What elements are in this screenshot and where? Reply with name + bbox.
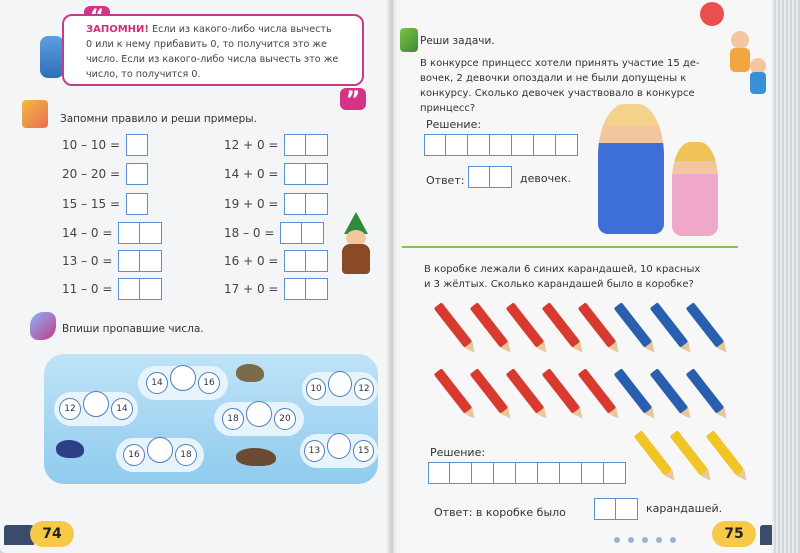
answer-cell[interactable] xyxy=(284,278,306,300)
given-number: 12 xyxy=(354,378,374,400)
answer-cell[interactable] xyxy=(616,498,638,520)
answer-cell[interactable] xyxy=(468,166,490,188)
given-number: 20 xyxy=(274,408,296,430)
problem-text xyxy=(424,262,724,292)
given-number: 14 xyxy=(146,372,168,394)
example-row xyxy=(224,250,328,272)
example-expression: 14 – 0 = xyxy=(62,226,113,240)
quote-close-icon: ” xyxy=(340,88,366,110)
answer-cell[interactable] xyxy=(126,193,148,215)
given-number: 13 xyxy=(304,440,325,462)
answer-cell[interactable] xyxy=(594,498,616,520)
rule-line: число, то получится 0. xyxy=(86,69,201,80)
answer-cell[interactable] xyxy=(306,250,328,272)
solution-cell[interactable] xyxy=(516,462,538,484)
task-title: Реши задачи. xyxy=(420,35,495,47)
example-row xyxy=(62,193,148,215)
solution-cell[interactable] xyxy=(560,462,582,484)
number-cloud xyxy=(214,402,304,436)
solution-cell[interactable] xyxy=(490,134,512,156)
answer-cell[interactable] xyxy=(306,163,328,185)
example-expression: 18 – 0 = xyxy=(224,226,275,240)
answer-cells xyxy=(468,166,512,188)
problem-line: и 3 жёлтых. Сколько карандашей было в коробке? xyxy=(424,279,694,290)
answer-cell[interactable] xyxy=(490,166,512,188)
example-expression: 14 + 0 = xyxy=(224,167,279,181)
page-number: 74 xyxy=(30,521,74,547)
rule-line: 0 или к нему прибавить 0, то получится это же xyxy=(86,39,327,50)
rule-box xyxy=(62,14,364,86)
princess-pink-illustration xyxy=(672,142,718,236)
answer-cell[interactable] xyxy=(306,193,328,215)
answer-label: Ответ: xyxy=(426,174,465,187)
number-cloud xyxy=(138,366,228,400)
example-row xyxy=(62,278,162,300)
flying-bird-icon xyxy=(236,448,276,466)
calculator-icon xyxy=(22,100,48,128)
solution-cell[interactable] xyxy=(472,462,494,484)
number-cloud xyxy=(302,372,378,406)
answer-cell[interactable] xyxy=(284,250,306,272)
number-cloud xyxy=(54,392,138,426)
pen-icon xyxy=(30,312,56,340)
missing-number-circle[interactable] xyxy=(83,391,109,417)
number-cloud xyxy=(116,438,204,472)
solution-cell[interactable] xyxy=(450,462,472,484)
example-expression: 15 – 15 = xyxy=(62,197,121,211)
left-page xyxy=(0,0,392,553)
given-number: 16 xyxy=(198,372,220,394)
problem-line: принцесс? xyxy=(420,103,476,114)
answer-cell[interactable] xyxy=(118,278,140,300)
answer-unit: карандашей. xyxy=(646,502,723,515)
solution-cell[interactable] xyxy=(494,462,516,484)
gnome-illustration xyxy=(338,212,374,280)
answer-cell[interactable] xyxy=(140,250,162,272)
solution-cell[interactable] xyxy=(534,134,556,156)
solution-cell[interactable] xyxy=(446,134,468,156)
example-row xyxy=(62,222,162,244)
answer-cell[interactable] xyxy=(284,163,306,185)
princess-blue-illustration xyxy=(598,104,664,234)
number-cloud xyxy=(300,434,378,468)
task-title: Впиши пропавшие числа. xyxy=(62,323,204,335)
missing-number-circle[interactable] xyxy=(170,365,196,391)
example-row xyxy=(224,163,328,185)
problem-line: В конкурсе принцесс хотели принять участие 15 де- xyxy=(420,58,700,69)
solution-cells xyxy=(424,134,578,156)
example-expression: 16 + 0 = xyxy=(224,254,279,268)
solution-label: Решение: xyxy=(430,446,486,459)
solution-cell[interactable] xyxy=(468,134,490,156)
example-row xyxy=(224,193,328,215)
side-characters-illustration xyxy=(700,0,772,110)
answer-cell[interactable] xyxy=(126,163,148,185)
example-row xyxy=(62,163,148,185)
example-row xyxy=(224,134,328,156)
given-number: 15 xyxy=(353,440,374,462)
solution-cell[interactable] xyxy=(538,462,560,484)
sparrow-icon xyxy=(236,364,264,382)
given-number: 18 xyxy=(222,408,244,430)
missing-number-circle[interactable] xyxy=(246,401,272,427)
solution-cell[interactable] xyxy=(512,134,534,156)
solution-cell[interactable] xyxy=(428,462,450,484)
example-expression: 13 – 0 = xyxy=(62,254,113,268)
solution-cell[interactable] xyxy=(604,462,626,484)
example-expression: 10 – 10 = xyxy=(62,138,121,152)
page-edges xyxy=(772,0,800,553)
task-title: Запомни правило и реши примеры. xyxy=(60,113,257,125)
problem-line: вочек, 2 девочки опоздали и не были допущены к xyxy=(420,73,687,84)
example-expression: 12 + 0 = xyxy=(224,138,279,152)
solution-cell[interactable] xyxy=(582,462,604,484)
answer-cell[interactable] xyxy=(306,278,328,300)
missing-number-circle[interactable] xyxy=(147,437,173,463)
section-divider xyxy=(402,246,738,248)
answer-unit: девочек. xyxy=(520,172,571,185)
answer-cell[interactable] xyxy=(284,134,306,156)
blue-bird-icon xyxy=(56,440,84,458)
solution-cell[interactable] xyxy=(556,134,578,156)
solution-label: Решение: xyxy=(426,118,482,131)
rule-title: ЗАПОМНИ! xyxy=(86,24,149,35)
given-number: 16 xyxy=(123,444,145,466)
answer-cell[interactable] xyxy=(126,134,148,156)
pencil-mascot-icon xyxy=(40,36,64,78)
answer-cells xyxy=(594,498,638,520)
given-number: 12 xyxy=(59,398,81,420)
answer-cell[interactable] xyxy=(118,222,140,244)
example-row xyxy=(224,222,324,244)
answer-cell[interactable] xyxy=(280,222,302,244)
problem-line: конкурсу. Сколько девочек участвовало в конкурсе xyxy=(420,88,695,99)
problem-line: В коробке лежали 6 синих карандашей, 10 красных xyxy=(424,264,701,275)
answer-cell[interactable] xyxy=(118,250,140,272)
answer-cell[interactable] xyxy=(140,222,162,244)
solution-cell[interactable] xyxy=(424,134,446,156)
rule-line: Если из какого-либо числа вычесть xyxy=(152,24,332,35)
page-number: 75 xyxy=(712,521,756,547)
rule-line: число. Если из какого-либо числа вычесть это же xyxy=(86,54,339,65)
solution-cells xyxy=(428,462,626,484)
answer-cell[interactable] xyxy=(284,193,306,215)
problem-text xyxy=(420,56,710,116)
book-spine xyxy=(386,0,400,553)
answer-cell[interactable] xyxy=(302,222,324,244)
example-row xyxy=(62,134,148,156)
missing-number-circle[interactable] xyxy=(328,371,352,397)
answer-label: Ответ: в коробке было xyxy=(434,506,566,519)
example-expression: 17 + 0 = xyxy=(224,282,279,296)
decorative-dots xyxy=(614,537,676,543)
given-number: 14 xyxy=(111,398,133,420)
missing-number-circle[interactable] xyxy=(327,433,352,459)
answer-cell[interactable] xyxy=(306,134,328,156)
given-number: 18 xyxy=(175,444,197,466)
pencil-character-icon xyxy=(400,28,418,52)
example-expression: 11 – 0 = xyxy=(62,282,113,296)
example-row xyxy=(62,250,162,272)
answer-cell[interactable] xyxy=(140,278,162,300)
example-expression: 19 + 0 = xyxy=(224,197,279,211)
given-number: 10 xyxy=(306,378,326,400)
example-expression: 20 – 20 = xyxy=(62,167,121,181)
example-row xyxy=(224,278,328,300)
